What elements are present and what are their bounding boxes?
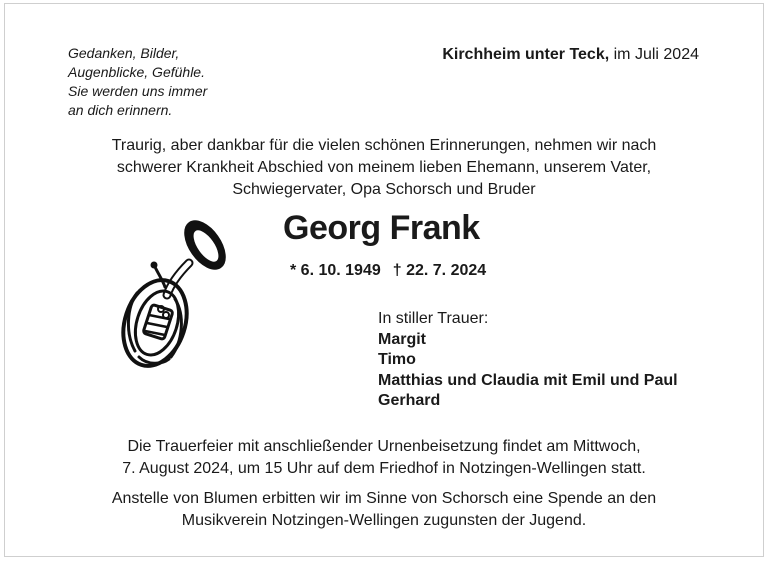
donation-line: Anstelle von Blumen erbitten wir im Sinne von Schorsch eine Spende an den: [111, 490, 657, 507]
life-dates: [290, 262, 486, 280]
deceased-name: Georg Frank: [283, 209, 480, 247]
donation-line: Musikverein Notzingen-Wellingen zugunsten der Jugend.: [181, 512, 587, 529]
service-line: 7. August 2024, um 15 Uhr auf dem Friedhof in Notzingen-Wellingen statt.: [122, 460, 646, 477]
date: im Juli 2024: [613, 46, 699, 63]
intro-line: Traurig, aber dankbar für die vielen schönen Erinnerungen, nehmen wir nach: [111, 137, 657, 154]
funeral-service-info: [5, 436, 763, 480]
tuba-icon: [109, 215, 233, 376]
birth-date: * 6. 10. 1949: [290, 262, 381, 279]
place-and-date: [442, 45, 699, 65]
intro-line: schwerer Krankheit Abschied von meinem lieben Ehemann, unserem Vater,: [116, 159, 652, 176]
service-line: Die Trauerfeier mit anschließender Urnenbeisetzung findet am Mittwoch,: [127, 438, 641, 455]
death-date: † 22. 7. 2024: [392, 262, 487, 279]
mourner-name: Matthias und Claudia mit Emil und Paul: [378, 371, 678, 389]
intro-line: Schwiegervater, Opa Schorsch und Bruder: [232, 181, 536, 198]
place: Kirchheim unter Teck,: [442, 46, 610, 63]
obituary-notice: [4, 3, 764, 557]
poem-line: an dich erinnern.: [68, 102, 173, 118]
mourners-block: [378, 309, 678, 412]
donation-request: [5, 488, 763, 532]
mourner-name: Timo: [378, 351, 416, 368]
mourner-name: Margit: [378, 330, 426, 348]
poem-line: Augenblicke, Gefühle.: [68, 64, 205, 80]
poem-line: Gedanken, Bilder,: [68, 45, 180, 61]
poem-line: Sie werden uns immer: [68, 83, 208, 99]
mourners-label: In stiller Trauer:: [378, 310, 489, 327]
mourner-name: Gerhard: [378, 392, 441, 409]
intro-text: [5, 135, 763, 201]
memorial-poem: [68, 44, 207, 120]
